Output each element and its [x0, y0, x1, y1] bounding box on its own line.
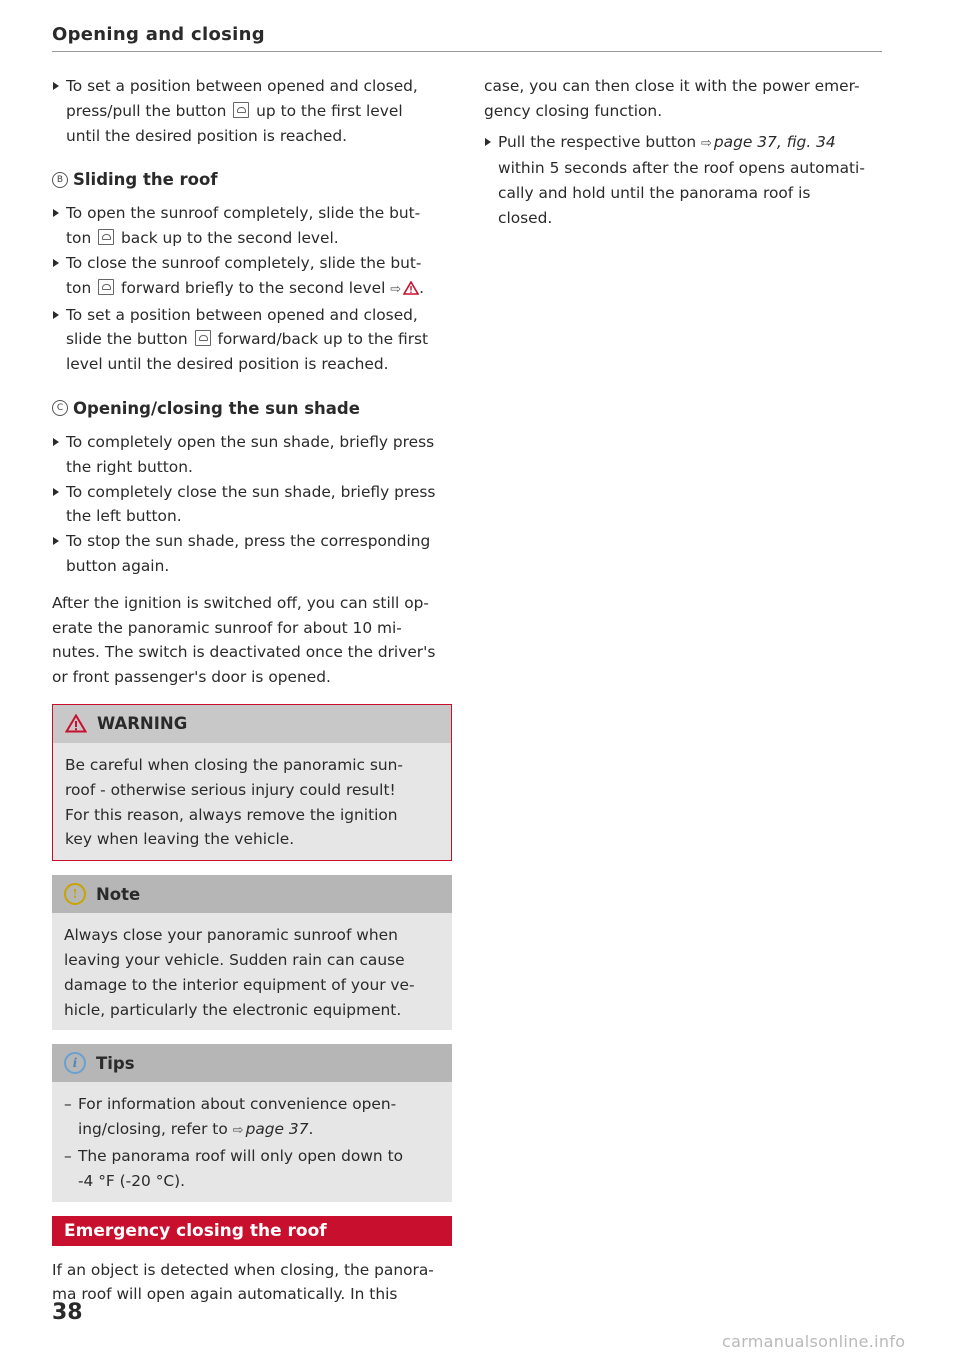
warning-header: [52, 704, 452, 743]
callout-marker: C: [52, 400, 68, 416]
paragraph-ignition-off: [52, 591, 452, 690]
warning-triangle-icon: [403, 281, 419, 295]
text: ing/closing, refer to: [78, 1120, 228, 1139]
page-reference-link[interactable]: page 37: [245, 1120, 309, 1139]
info-circle-icon: i: [64, 1052, 86, 1074]
text: the left button.: [66, 507, 182, 526]
left-column: [52, 74, 452, 1307]
text: within 5 seconds after the roof opens automati-: [498, 159, 865, 178]
bullet-set-position-slide: [52, 303, 452, 377]
roof-button-icon: [98, 279, 114, 295]
text: -4 °F (-20 °C).: [78, 1171, 186, 1190]
warning-title: WARNING: [97, 714, 188, 734]
reference-arrow-icon: ⇨: [232, 1123, 244, 1139]
text: level until the desired position is reached.: [66, 355, 389, 374]
text: case, you can then close it with the power emer-: [484, 77, 860, 95]
note-box: [52, 875, 452, 1030]
reference-arrow-icon: ⇨: [701, 135, 712, 151]
text: key when leaving the vehicle.: [65, 830, 295, 849]
page-reference-link[interactable]: page 37, fig. 34: [713, 132, 836, 151]
tips-box: [52, 1044, 452, 1201]
bullet-stop-shade: [52, 529, 452, 579]
section-heading-sliding: [52, 170, 452, 189]
bullet-open-completely: [52, 201, 452, 251]
page-header: Opening and closing: [52, 24, 882, 52]
exclamation-circle-icon: !: [64, 883, 86, 905]
text: ton: [66, 229, 92, 248]
text: To set a position between opened and closed,: [66, 77, 418, 95]
warning-body: [52, 743, 452, 861]
right-column: [484, 74, 884, 231]
text: damage to the interior equipment of your ve-: [64, 975, 415, 994]
text: Be careful when closing the panoramic sun-: [65, 755, 403, 774]
text: gency closing function.: [484, 101, 663, 120]
text: hicle, particularly the electronic equipment.: [64, 1000, 402, 1019]
bullet-open-shade: [52, 430, 452, 480]
text: To set a position between opened and closed,: [66, 305, 418, 324]
text: ton: [66, 278, 92, 297]
tips-title: Tips: [96, 1053, 135, 1073]
text: For information about convenience open-: [78, 1095, 397, 1114]
text: leaving your vehicle. Sudden rain can cause: [64, 950, 405, 969]
page-number: 38: [52, 1300, 83, 1325]
text: back up to the second level.: [121, 229, 339, 248]
roof-button-icon: [98, 229, 114, 245]
bullet-close-completely: To close the sunroof completely, slide the but- ton forward briefly to the second level ⇨ .: [52, 251, 452, 303]
tip-item: – For information about convenience open- ing/closing, refer to ⇨ page 37.: [64, 1092, 440, 1144]
text: or front passenger's door is opened.: [52, 668, 331, 687]
reference-arrow-icon: ⇨: [390, 281, 402, 297]
text: To completely open the sun shade, briefly press: [66, 432, 435, 451]
callout-marker: B: [52, 172, 68, 188]
text: Always close your panoramic sunroof when: [64, 926, 398, 945]
bullet-pull-button: [484, 130, 884, 231]
text: cally and hold until the panorama roof is: [498, 184, 811, 203]
text: slide the button: [66, 330, 188, 349]
text: up to the first level: [256, 101, 403, 120]
bullet-close-shade: [52, 480, 452, 530]
roof-button-icon: [195, 330, 211, 346]
text: closed.: [498, 208, 553, 227]
text: If an object is detected when closing, the panora-: [52, 1260, 434, 1279]
section-heading-sun-shade: [52, 399, 452, 418]
tips-header: [52, 1044, 452, 1082]
tips-body: [52, 1082, 452, 1201]
text: erate the panoramic sunroof for about 10 mi-: [52, 618, 402, 637]
tip-item: [64, 1144, 440, 1194]
section-title: Sliding the roof: [73, 170, 218, 190]
section-heading-emergency: Emergency closing the roof: [52, 1216, 452, 1246]
text: press/pull the button: [66, 101, 227, 120]
text: roof - otherwise serious injury could result!: [65, 780, 396, 799]
text: nutes. The switch is deactivated once the driver's: [52, 643, 436, 662]
warning-triangle-icon: [65, 714, 87, 733]
paragraph-emergency-cont: [484, 74, 884, 124]
text: forward/back up to the first: [217, 330, 429, 349]
text: To completely close the sun shade, briefly press: [66, 482, 436, 501]
text: To open the sunroof completely, slide the but-: [66, 204, 421, 223]
note-header: [52, 875, 452, 913]
text: ma roof will open again automatically. In this: [52, 1285, 398, 1304]
text: Pull the respective button: [498, 132, 697, 151]
text: until the desired position is reached.: [66, 126, 348, 145]
watermark: carmanualsonline.info: [722, 1332, 906, 1351]
paragraph-emergency: [52, 1258, 452, 1308]
text: To stop the sun shade, press the corresponding: [66, 532, 431, 551]
text: For this reason, always remove the ignition: [65, 805, 398, 824]
roof-button-icon: [233, 102, 249, 118]
text: After the ignition is switched off, you can still op-: [52, 593, 429, 612]
bullet-set-position-tilt: [52, 74, 452, 148]
warning-box: [52, 704, 452, 861]
text: button again.: [66, 556, 170, 575]
text: The panorama roof will only open down to: [78, 1146, 404, 1165]
note-title: Note: [96, 884, 141, 904]
note-body: [52, 913, 452, 1030]
text: forward briefly to the second level: [121, 278, 386, 297]
text: the right button.: [66, 457, 193, 476]
section-title: Opening/closing the sun shade: [73, 398, 360, 418]
text: To close the sunroof completely, slide the but-: [66, 253, 422, 272]
